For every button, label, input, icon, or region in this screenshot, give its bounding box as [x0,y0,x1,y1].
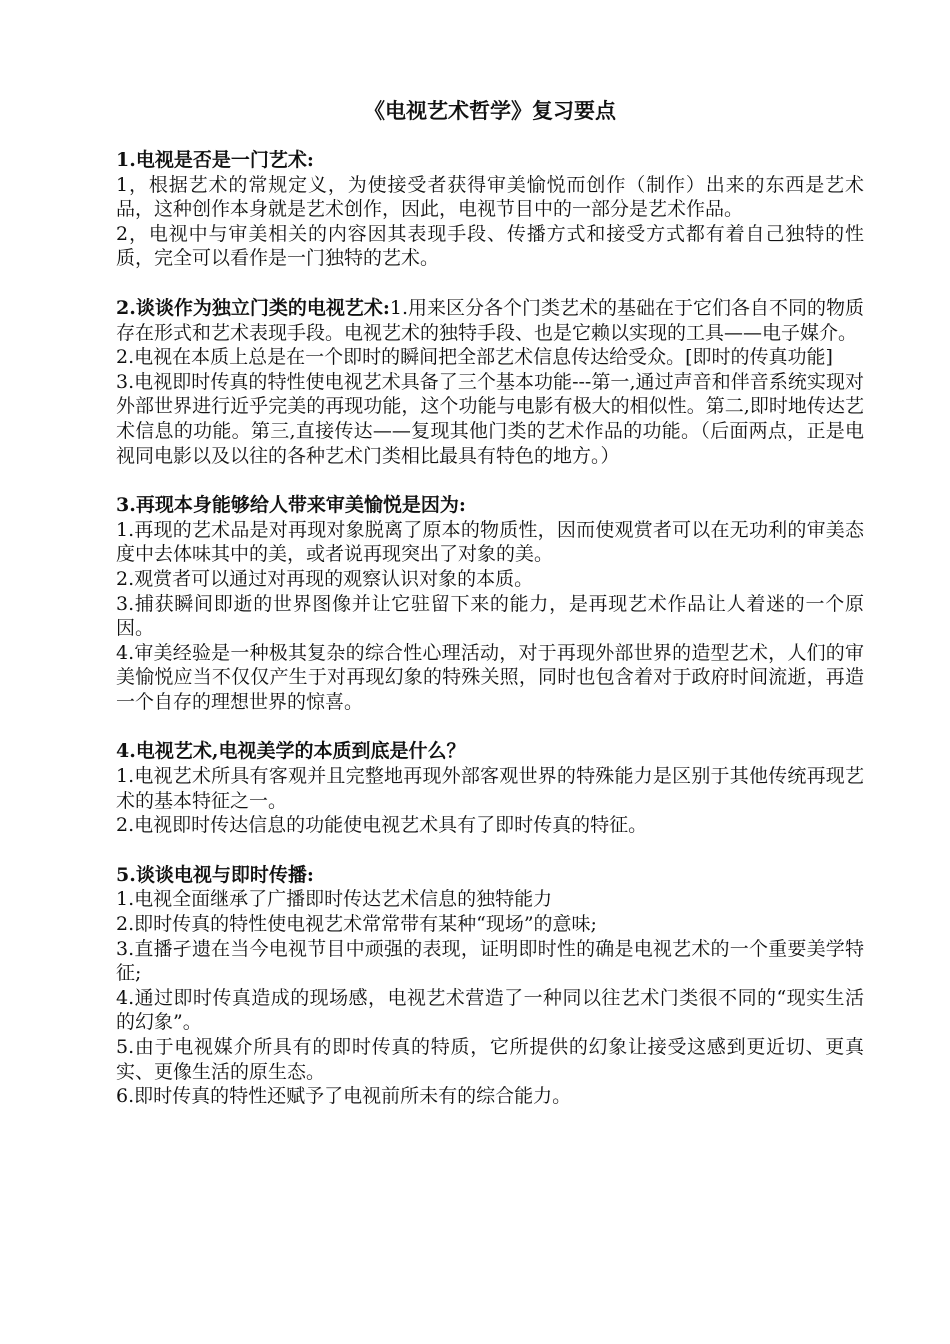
section-paragraph: 6.即时传真的特性还赋予了电视前所未有的综合能力。 [116,1085,572,1108]
section-2 [116,296,864,468]
section-1 [116,148,864,271]
section-heading: 1.电视是否是一门艺术: [116,149,314,171]
section-3 [116,493,864,714]
section-heading: 3.再现本身能够给人带来审美愉悦是因为: [116,494,466,517]
section-paragraph: 4.通过即时传真造成的现场感，电视艺术营造了一种同以往艺术门类很不同的“现实生活的幻象”。 [116,986,864,1034]
section-heading-line [116,296,864,345]
section-paragraph: 2，电视中与审美相关的内容因其表现手段、传播方式和接受方式都有着自己独特的性质，完全可以看作是一门独特的艺术。 [116,222,864,270]
section-paragraph: 2.即时传真的特性使电视艺术常常带有某种“现场”的意味; [116,913,597,936]
section-paragraph: 1，根据艺术的常规定义，为使接受者获得审美愉悦而创作（制作）出来的东西是艺术品，这种创作本身就是艺术创作，因此，电视节目中的一部分是艺术作品。 [116,173,864,221]
section-heading: 5.谈谈电视与即时传播: [116,863,314,886]
section-paragraph: 3.捕获瞬间即逝的世界图像并让它驻留下来的能力，是再现艺术作品让人着迷的一个原因。 [116,592,864,640]
section-paragraph: 1.电视全面继承了广播即时传达艺术信息的独特能力 [116,888,553,911]
section-paragraph: 2.观赏者可以通过对再现的观察认识对象的本质。 [116,567,534,590]
section-paragraph: 2.电视即时传达信息的功能使电视艺术具有了即时传真的特征。 [116,814,648,837]
section-paragraph: 2.电视在本质上总是在一个即时的瞬间把全部艺术信息传达给受众。[即时的传真功能] [116,346,833,369]
section-5 [116,863,864,1109]
section-paragraph: 1.再现的艺术品是对再现对象脱离了原本的物质性，因而使观赏者可以在无功利的审美态度中去体味其中的美，或者说再现突出了对象的美。 [116,518,864,566]
document-title: 《电视艺术哲学》复习要点 [364,98,616,123]
section-heading: 4.电视艺术,电视美学的本质到底是什么？ [116,740,466,763]
section-heading: 2.谈谈作为独立门类的电视艺术: [116,296,390,319]
section-4 [116,739,864,837]
document-page [116,96,864,1134]
section-paragraph: 1.电视艺术所具有客观并且完整地再现外部客观世界的特殊能力是区别于其他传统再现艺术的基本特征之一。 [116,765,864,812]
section-paragraph: 3.电视即时传真的特性使电视艺术具备了三个基本功能---第一,通过声音和伴音系统实现对外部世界进行近乎完美的再现功能，这个功能与电影有极大的相似性。第二,即时地传达艺术信息的功能。第三,直接传达——复现其他门类的艺术作品的功能。（后面两点，正是电视同电影以及以往的各种艺术门类相比最具有特色的地方。） [116,370,864,467]
section-paragraph: 4.审美经验是一种极其复杂的综合性心理活动，对于再现外部世界的造型艺术，人们的审美愉悦应当不仅仅产生于对再现幻象的特殊关照，同时也包含着对于政府时间流逝，再造一个自存的理想世界的惊喜。 [116,641,864,713]
section-paragraph: 5.由于电视媒介所具有的即时传真的特质，它所提供的幻象让接受这感到更近切、更真实、更像生活的原生态。 [116,1036,864,1083]
section-heading-tail: 1.用来区分各个门类艺术的基础在于它们各自不同的物质存在形式和艺术表现手段。电视艺术的独特手段、也是它赖以实现的工具——电子媒介。 [116,296,864,344]
section-paragraph: 3.直播孑遗在当今电视节目中顽强的表现，证明即时性的确是电视艺术的一个重要美学特征; [116,937,864,985]
